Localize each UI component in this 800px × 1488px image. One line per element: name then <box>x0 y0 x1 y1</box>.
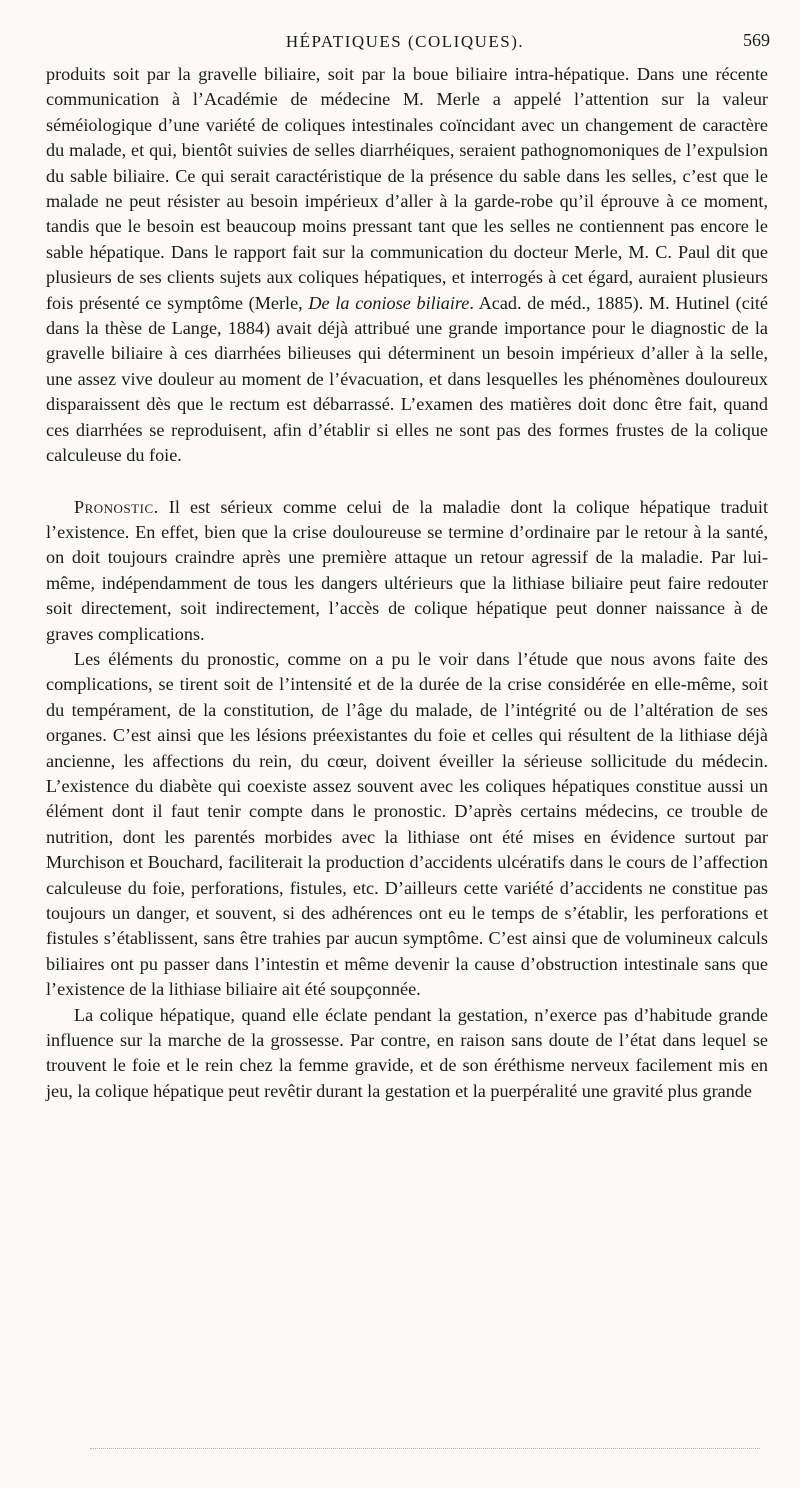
footer-rule <box>90 1448 760 1449</box>
paragraph-text-continued: . Acad. de méd., 1885). M. Hutinel (cité dans la thèse de Lange, 1884) avait déjà attribué une grande importance pour le diagnostic de la gravelle biliaire à ces diarrhées bilieuses qui déterminent un besoin impérieux d’aller à la selle, une assez vive douleur au moment de l’évacuation, et dans lesquelles les phénomènes douloureux disparaissent dès que le rectum est débarrassé. L’examen des matières doit donc être fait, quand ces diarrhées se reproduisent, afin d’établir si elles ne sont pas des formes frustes de la colique calculeuse du foie. <box>46 292 768 466</box>
paragraph-text: produits soit par la gravelle biliaire, soit par la boue biliaire intra-hépatique. Dans une récente communication à l’Académie de médecine M. Merle a appelé l’attention sur la valeur séméiologique d’une variété de coliques intestinales coïncidant avec un changement de caractère du malade, et qui, bientôt suivies de selles diarrhéiques, seraient pathognomoniques de l’expulsion du sable biliaire. Ce qui serait caractéristique de la présence du sable dans les selles, c’est que le malade ne peut résister au besoin impérieux d’aller à la garde-robe qu’il éprouve à ce moment, tandis que le besoin est beaucoup moins pressant tant que les selles ne contiennent pas encore le sable hépatique. Dans le rapport fait sur la communication du docteur Merle, M. C. Paul dit que plusieurs de ses clients sujets aux coliques hépatiques, et interrogés à cet égard, auraient plusieurs fois présenté ce symptôme (Merle, <box>46 64 768 313</box>
section-label-pronostic: Pronostic. <box>74 496 159 517</box>
paragraph-pronostic <box>46 495 768 647</box>
paragraph-diagnostic-continuation <box>46 62 768 469</box>
running-head: HÉPATIQUES (COLIQUES). <box>285 32 525 51</box>
paragraph-text: Les éléments du pronostic, comme on a pu le voir dans l’étude que nous avons faite des complications, se tirent soit de l’intensité et de la durée de la crise considérée en elle-même, soit du tempérament, de la constitution, de l’âge du malade, de l’intégrité ou de l’altération de ses organes. C’est ainsi que les lésions préexistantes du foie et celles qui résultent de la lithiase déjà ancienne, les affections du rein, du cœur, doivent éveiller la sérieuse sollicitude du médecin. L’existence du diabète qui coexiste assez souvent avec les coliques hépatiques constitue aussi un élément dont il faut tenir compte dans le pronostic. D’après certains médecins, ce trouble de nutrition, dont les parentés morbides avec la lithiase ont été mises en évidence surtout par Murchison et Bouchard, faciliterait la production d’accidents ulcératifs dans le cours de l’affection calculeuse du foie, perforations, fistules, etc. D’ailleurs cette variété d’accidents ne constitue pas toujours un danger, et souvent, si des adhérences ont eu le temps de s’établir, les perforations et fistules s’établissent, sans être trahies par aucun symptôme. C’est ainsi que de volumineux calculs biliaires ont pu passer dans l’intestin et même devenir la cause d’obstruction intestinale sans que l’existence de la lithiase biliaire ait été soupçonnée. <box>46 648 768 1000</box>
paragraph-elements-pronostic <box>46 647 768 1003</box>
paragraph-text: La colique hépatique, quand elle éclate pendant la gestation, n’exerce pas d’habitude grande influence sur la marche de la grossesse. Par contre, en raison sans doute de l’état dans lequel se trouvent le foie et le rein chez la femme gravide, et de son éréthisme nerveux facilement mis en jeu, la colique hépatique peut revêtir durant la gestation et la puerpéralité une gravité plus grande <box>46 1004 768 1101</box>
paragraph-gestation <box>46 1003 768 1105</box>
body-text <box>46 62 768 1104</box>
paragraph-text: Il est sérieux comme celui de la maladie dont la colique hépatique traduit l’existence. En effet, bien que la crise douloureuse se termine d’ordinaire par le retour à la santé, on doit toujours craindre après une première attaque un retour agressif de la maladie. Par lui-même, indépendamment de tous les dangers ultérieurs que la lithiase biliaire peut faire redouter soit directement, soit indirectement, l’accès de colique hépatique peut donner naissance à de graves complications. <box>46 496 769 644</box>
page-number: 569 <box>743 30 770 50</box>
page-header <box>40 28 770 58</box>
italic-citation-title: De la coniose biliaire <box>308 292 470 313</box>
